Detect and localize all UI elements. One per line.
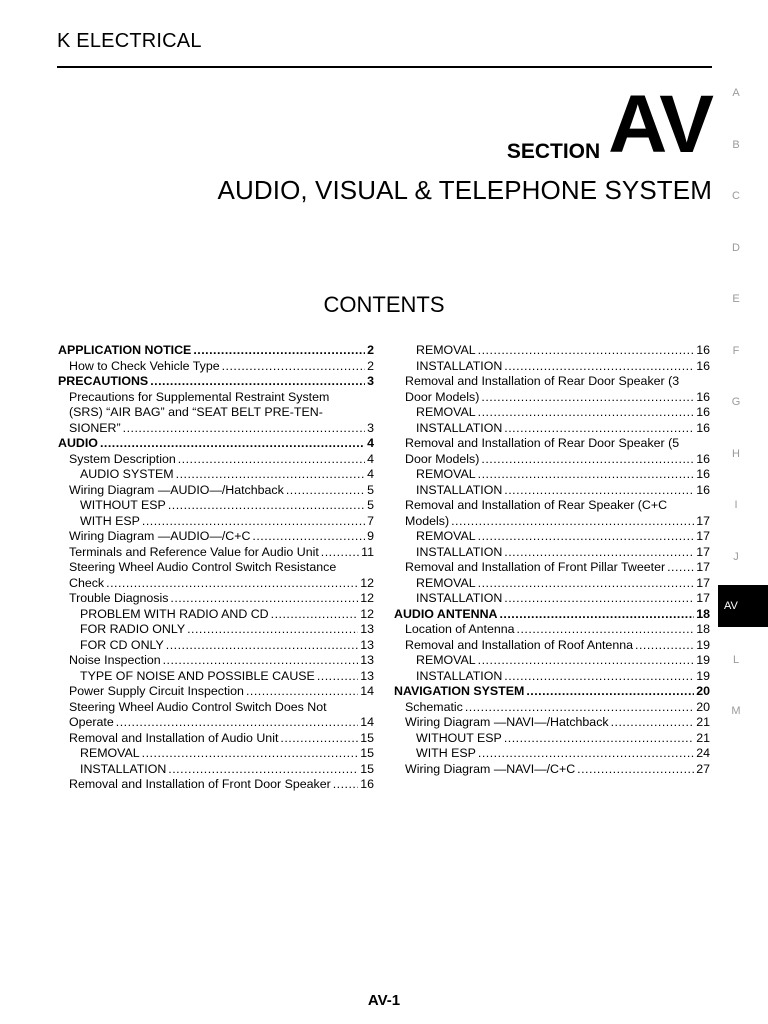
- toc-entry-page: 2: [367, 358, 374, 373]
- toc-entry-title: Noise Inspection: [69, 653, 161, 667]
- toc-leader-dots: [116, 715, 358, 731]
- toc-entry-title: REMOVAL: [416, 653, 476, 667]
- toc-entry[interactable]: [58, 498, 374, 514]
- toc-entry-title: Trouble Diagnosis: [69, 591, 169, 605]
- toc-entry[interactable]: [58, 514, 374, 530]
- toc-entry-title: INSTALLATION: [416, 668, 503, 683]
- toc-leader-dots: [478, 467, 695, 483]
- toc-entry-title: SIONER”: [69, 420, 121, 435]
- toc-entry[interactable]: [394, 529, 710, 545]
- toc-entry-title: WITHOUT ESP: [80, 498, 166, 512]
- toc-entry-title: WITH ESP: [416, 746, 476, 760]
- toc-leader-dots: [170, 591, 358, 607]
- toc-entry[interactable]: [394, 545, 710, 561]
- toc-entry-title: Wiring Diagram —NAVI—/C+C: [405, 761, 576, 776]
- toc-leader-dots: [481, 452, 694, 468]
- side-tab[interactable]: G: [731, 396, 741, 408]
- side-tab-active[interactable]: AV: [718, 585, 768, 627]
- toc-entry-title: Terminals and Reference Value for Audio Unit: [69, 544, 319, 559]
- toc-leader-dots: [193, 343, 365, 359]
- toc-entry-page: 4: [367, 467, 374, 481]
- side-tab[interactable]: B: [732, 138, 740, 151]
- toc-leader-dots: [222, 359, 365, 375]
- side-tab[interactable]: J: [733, 550, 739, 563]
- toc-leader-dots: [504, 669, 694, 685]
- toc-entry-page: 17: [696, 513, 710, 528]
- toc-leader-dots: [317, 669, 358, 685]
- toc-entry-page: 12: [360, 575, 374, 590]
- toc-entry-title: Models): [405, 513, 450, 528]
- side-tab[interactable]: M: [731, 705, 741, 717]
- toc-entry-title: NAVIGATION SYSTEM: [394, 684, 525, 698]
- toc-leader-dots: [451, 514, 694, 530]
- toc-entry-title: REMOVAL: [416, 575, 476, 590]
- toc-entry-page: 19: [696, 668, 710, 683]
- toc-leader-dots: [478, 343, 695, 359]
- toc-entry-title: Removal and Installation of Audio Unit: [69, 730, 279, 745]
- toc-entry[interactable]: [394, 762, 710, 778]
- toc-entry-line[interactable]: Removal and Installation of Rear Door Speaker (5: [405, 436, 680, 450]
- section-code: AV: [608, 79, 712, 170]
- toc-entry-page: 20: [696, 699, 710, 714]
- toc-leader-dots: [187, 622, 358, 638]
- side-tab[interactable]: E: [732, 293, 740, 305]
- toc-leader-dots: [499, 607, 694, 623]
- toc-entry-page: 17: [696, 575, 710, 590]
- toc-entry-title: INSTALLATION: [80, 761, 167, 776]
- toc-entry[interactable]: [394, 622, 710, 638]
- toc-entry[interactable]: [394, 452, 710, 468]
- toc-entry-title: TYPE OF NOISE AND POSSIBLE CAUSE: [80, 668, 315, 683]
- toc-entry-page: 2: [367, 343, 374, 357]
- toc-entry-title: INSTALLATION: [416, 358, 503, 373]
- toc-entry-title: AUDIO: [58, 436, 98, 450]
- toc-entry[interactable]: [58, 452, 374, 468]
- toc-entry[interactable]: [394, 483, 710, 499]
- toc-entry[interactable]: [58, 607, 374, 623]
- toc-entry[interactable]: [58, 421, 374, 437]
- toc-leader-dots: [481, 390, 694, 406]
- toc-entry[interactable]: [394, 669, 710, 685]
- toc-entry[interactable]: [394, 731, 710, 747]
- toc-leader-dots: [504, 421, 694, 437]
- side-tab[interactable]: A: [732, 87, 740, 99]
- toc-entry-page: 19: [696, 653, 710, 667]
- toc-entry[interactable]: [394, 684, 710, 700]
- toc-entry-line[interactable]: Removal and Installation of Rear Door Speaker (3: [405, 374, 680, 388]
- side-tab[interactable]: D: [732, 241, 740, 254]
- toc-leader-dots: [150, 374, 365, 390]
- toc-entry-title: INSTALLATION: [416, 482, 503, 497]
- toc-entry[interactable]: [58, 638, 374, 654]
- toc-entry[interactable]: [394, 607, 710, 623]
- toc-entry[interactable]: [394, 560, 710, 576]
- toc-entry[interactable]: [58, 622, 374, 638]
- toc-entry-page: 16: [696, 467, 710, 481]
- toc-entry-title: INSTALLATION: [416, 420, 503, 435]
- toc-entry-page: 13: [360, 668, 374, 683]
- toc-entry[interactable]: [58, 343, 374, 359]
- toc-entry-page: 16: [696, 389, 710, 404]
- toc-entry-title: Operate: [69, 715, 114, 729]
- toc-leader-dots: [271, 607, 359, 623]
- toc-leader-dots: [478, 529, 695, 545]
- side-tab[interactable]: I: [734, 499, 738, 511]
- toc-leader-dots: [168, 498, 365, 514]
- toc-entry[interactable]: [58, 467, 374, 483]
- toc-entry-title: Power Supply Circuit Inspection: [69, 684, 244, 698]
- toc-leader-dots: [246, 684, 358, 700]
- toc-entry-page: 12: [360, 606, 374, 621]
- toc-entry[interactable]: [394, 390, 710, 406]
- toc-entry-title: FOR CD ONLY: [80, 637, 164, 652]
- toc-leader-dots: [504, 545, 694, 561]
- toc-entry-title: Schematic: [405, 699, 463, 714]
- toc-leader-dots: [611, 715, 695, 731]
- toc-entry-title: Check: [69, 575, 105, 590]
- toc-leader-dots: [526, 684, 694, 700]
- toc-entry-line[interactable]: (SRS) “AIR BAG” and “SEAT BELT PRE-TEN-: [69, 405, 323, 419]
- toc-leader-dots: [176, 467, 365, 483]
- section-label: [506, 79, 712, 170]
- toc-entry[interactable]: [58, 436, 374, 452]
- toc-entry-title: AUDIO SYSTEM: [80, 467, 174, 481]
- toc-entry-page: 5: [367, 482, 374, 497]
- toc-entry-title: REMOVAL: [80, 746, 140, 760]
- toc-entry[interactable]: [58, 684, 374, 700]
- toc-entry-page: 20: [696, 684, 710, 698]
- toc-entry-title: INSTALLATION: [416, 544, 503, 559]
- toc-entry-title: Location of Antenna: [405, 622, 515, 636]
- toc-entry-page: 3: [367, 374, 374, 388]
- toc-entry-title: PRECAUTIONS: [58, 374, 149, 388]
- toc-entry[interactable]: [58, 591, 374, 607]
- toc-entry[interactable]: [394, 343, 710, 359]
- toc-leader-dots: [465, 700, 694, 716]
- toc-leader-dots: [504, 483, 694, 499]
- toc-entry[interactable]: [394, 700, 710, 716]
- toc-entry-line[interactable]: Steering Wheel Audio Control Switch Resistance: [69, 560, 337, 574]
- side-tab[interactable]: H: [732, 447, 740, 460]
- toc-leader-dots: [504, 591, 694, 607]
- toc-leader-dots: [478, 576, 695, 592]
- toc-leader-dots: [635, 638, 694, 654]
- toc-entry[interactable]: [58, 669, 374, 685]
- toc-leader-dots: [286, 483, 365, 499]
- toc-entry-page: 14: [360, 715, 374, 729]
- toc-entry[interactable]: [58, 762, 374, 778]
- page-number: AV-1: [367, 992, 401, 1009]
- toc-leader-dots: [333, 777, 358, 793]
- toc-entry[interactable]: [58, 746, 374, 762]
- toc-entry[interactable]: [394, 746, 710, 762]
- toc-entry-page: 21: [696, 715, 710, 729]
- toc-leader-dots: [163, 653, 359, 669]
- toc-entry-page: 24: [696, 746, 710, 760]
- toc-entry-title: Wiring Diagram —AUDIO—/C+C: [69, 529, 251, 543]
- toc-entry[interactable]: [394, 359, 710, 375]
- toc-entry-page: 18: [696, 622, 710, 636]
- toc-entry[interactable]: [58, 777, 374, 793]
- group-title: K ELECTRICAL: [57, 30, 202, 52]
- toc-entry-title: Door Models): [405, 451, 480, 466]
- toc-entry-page: 15: [360, 746, 374, 760]
- toc-entry-title: REMOVAL: [416, 529, 476, 543]
- toc-entry-title: REMOVAL: [416, 467, 476, 481]
- toc-entry-line[interactable]: Steering Wheel Audio Control Switch Does Not: [69, 699, 327, 714]
- toc-entry[interactable]: [394, 638, 710, 654]
- toc-entry-page: 17: [696, 560, 710, 574]
- toc-entry-title: REMOVAL: [416, 343, 476, 357]
- toc-entry-page: 17: [696, 544, 710, 559]
- toc-leader-dots: [142, 514, 365, 530]
- toc-entry-page: 4: [367, 436, 374, 450]
- toc-entry-title: Removal and Installation of Roof Antenna: [405, 637, 633, 652]
- toc-leader-dots: [168, 762, 358, 778]
- toc-entry-title: System Description: [69, 451, 176, 466]
- toc-entry-page: 11: [361, 544, 374, 559]
- toc-entry-page: 16: [696, 420, 710, 435]
- toc-entry-title: Removal and Installation of Front Door Speaker: [69, 777, 331, 791]
- toc-entry-page: 16: [360, 777, 374, 791]
- toc-entry-title: REMOVAL: [416, 405, 476, 419]
- contents-heading: CONTENTS: [323, 292, 445, 317]
- toc-entry[interactable]: [394, 405, 710, 421]
- toc-leader-dots: [504, 359, 694, 375]
- toc-entry-page: 19: [696, 637, 710, 652]
- toc-entry-page: 13: [360, 637, 374, 652]
- toc-leader-dots: [667, 560, 694, 576]
- toc-entry-page: 16: [696, 343, 710, 357]
- toc-entry-page: 17: [696, 529, 710, 543]
- toc-leader-dots: [106, 576, 358, 592]
- toc-leader-dots: [517, 622, 695, 638]
- toc-entry[interactable]: [58, 529, 374, 545]
- toc-leader-dots: [504, 731, 694, 747]
- toc-entry-page: 21: [696, 730, 710, 745]
- toc-left-column: [58, 343, 374, 793]
- section-word: SECTION: [506, 140, 601, 163]
- toc-entry-page: 3: [367, 420, 374, 435]
- toc-entry[interactable]: [58, 374, 374, 390]
- toc-entry-page: 16: [696, 482, 710, 497]
- toc-entry-page: 13: [360, 653, 374, 667]
- toc-leader-dots: [142, 746, 359, 762]
- toc-leader-dots: [577, 762, 694, 778]
- toc-entry-title: FOR RADIO ONLY: [80, 622, 186, 636]
- toc-entry-title: WITH ESP: [80, 513, 140, 528]
- toc-entry-page: 5: [367, 498, 374, 512]
- toc-leader-dots: [478, 405, 695, 421]
- toc-entry-page: 15: [360, 761, 374, 776]
- toc-entry[interactable]: [394, 467, 710, 483]
- toc-entry-title: Wiring Diagram —NAVI—/Hatchback: [405, 715, 609, 729]
- toc-entry[interactable]: [58, 653, 374, 669]
- toc-entry-page: 15: [360, 730, 374, 745]
- toc-leader-dots: [178, 452, 365, 468]
- toc-entry[interactable]: [58, 731, 374, 747]
- toc-entry-page: 4: [367, 451, 374, 466]
- toc-entry-title: INSTALLATION: [416, 591, 503, 605]
- toc-entry[interactable]: [394, 576, 710, 592]
- toc-entry-page: 16: [696, 451, 710, 466]
- section-title: AUDIO, VISUAL & TELEPHONE SYSTEM: [217, 175, 712, 205]
- toc-entry-line[interactable]: Removal and Installation of Rear Speaker (C+C: [405, 498, 668, 512]
- toc-entry[interactable]: [394, 715, 710, 731]
- toc-entry-page: 16: [696, 405, 710, 419]
- header-rule: [57, 66, 712, 68]
- toc-entry[interactable]: [394, 514, 710, 530]
- toc-entry-title: PROBLEM WITH RADIO AND CD: [80, 606, 269, 621]
- toc-entry-title: Wiring Diagram —AUDIO—/Hatchback: [69, 482, 284, 497]
- toc-entry[interactable]: [58, 483, 374, 499]
- side-tab[interactable]: L: [732, 653, 740, 666]
- toc-entry[interactable]: [58, 715, 374, 731]
- toc-entry-page: 13: [360, 622, 374, 636]
- toc-leader-dots: [252, 529, 365, 545]
- toc-entry[interactable]: [394, 421, 710, 437]
- toc-leader-dots: [321, 545, 359, 561]
- toc-leader-dots: [280, 731, 358, 747]
- toc-entry-page: 18: [696, 606, 710, 621]
- toc-entry[interactable]: [394, 653, 710, 669]
- toc-entry-title: APPLICATION NOTICE: [58, 343, 192, 357]
- toc-entry-title: WITHOUT ESP: [416, 730, 502, 745]
- toc-entry-page: 12: [360, 591, 374, 605]
- toc-entry[interactable]: [58, 359, 374, 375]
- toc-entry-page: 14: [360, 684, 374, 698]
- side-tab[interactable]: C: [732, 190, 740, 202]
- toc-entry-line[interactable]: Precautions for Supplemental Restraint System: [69, 389, 330, 404]
- toc-leader-dots: [166, 638, 358, 654]
- toc-entry[interactable]: [394, 591, 710, 607]
- toc-leader-dots: [123, 421, 365, 437]
- toc-entry-title: Door Models): [405, 389, 480, 404]
- toc-entry-title: Removal and Installation of Front Pillar Tweeter: [405, 560, 666, 574]
- toc-entry-page: 16: [696, 358, 710, 373]
- toc-entry-page: 9: [367, 529, 374, 543]
- side-tab[interactable]: F: [732, 344, 740, 357]
- toc-entry-title: AUDIO ANTENNA: [394, 606, 498, 621]
- toc-leader-dots: [478, 653, 695, 669]
- toc-leader-dots: [478, 746, 694, 762]
- toc-entry[interactable]: [58, 545, 374, 561]
- toc-entry-page: 27: [696, 761, 710, 776]
- toc-right-column: [394, 343, 710, 777]
- toc-entry-page: 17: [696, 591, 710, 605]
- toc-entry-page: 7: [367, 513, 374, 528]
- toc-entry[interactable]: [58, 576, 374, 592]
- toc-leader-dots: [100, 436, 365, 452]
- toc-entry-title: How to Check Vehicle Type: [69, 358, 220, 373]
